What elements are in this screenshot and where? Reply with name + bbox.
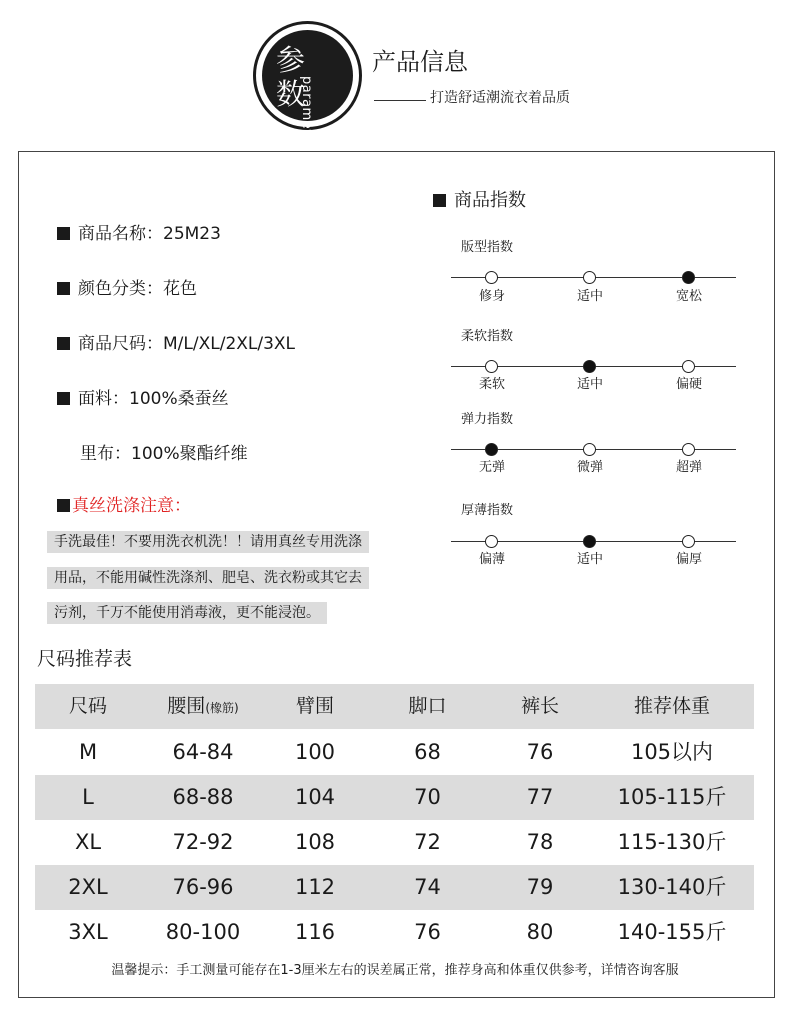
scale-label: 偏硬 [675,377,702,392]
scale-dot [682,535,695,548]
badge-char-1: 参 [276,43,306,77]
table-cell: 72 [414,830,441,854]
product-sizes: 商品尺码：M/L/XL/2XL/3XL [78,334,296,354]
scale-dot [583,271,596,284]
lining-row: 里布：100%聚酯纤维 [80,444,248,464]
table-cell: 79 [526,875,554,899]
table-cell: 108 [294,830,336,854]
table-cell: 105-115斤 [617,785,727,809]
scale-dot [485,360,498,373]
scale-label: 超弹 [675,460,702,475]
table-cell: 80-100 [165,920,241,944]
care-line: 手洗最佳！不要用洗衣机洗！！请用真丝专用洗涤 [47,531,369,553]
square-bullet-icon [57,282,70,295]
table-cell: 130-140斤 [617,875,727,899]
table-header-row [35,684,754,729]
page-subtitle: 打造舒适潮流衣着品质 [430,90,570,106]
header-weight: 推荐体重 [633,695,710,717]
scale-label: 修身 [478,289,505,304]
scale-dot [583,443,596,456]
table-cell: 72-92 [172,830,234,854]
scale-name: 弹力指数 [461,412,514,427]
scale-label: 适中 [576,289,603,304]
table-cell: 112 [294,875,336,899]
table-cell: 78 [526,830,554,854]
care-line: 污剂，千万不能使用消毒液，更不能浸泡。 [47,602,327,624]
scale-dot [485,443,498,456]
table-row [35,865,754,910]
table-cell: 68 [414,740,441,764]
table-row [35,730,754,775]
header-waist [141,684,265,729]
square-bullet-icon [57,499,70,512]
badge-circle [262,30,353,150]
care-title: 真丝洗涤注意： [72,496,191,516]
scale-dot [682,360,695,373]
scale-label: 无弹 [478,460,505,475]
table-cell: 104 [294,785,336,809]
scale-dot [583,360,596,373]
fabric: 面料：100%桑蚕丝 [78,389,229,409]
scale-name: 厚薄指数 [461,503,514,518]
table-row [35,910,754,955]
scale-label: 宽松 [675,289,702,304]
header-arm: 臂围 [295,695,334,717]
table-cell: 68-88 [172,785,234,809]
index-title-row [433,192,526,210]
square-bullet-icon [57,337,70,350]
square-bullet-icon [433,194,446,207]
parameter-badge [253,21,362,150]
table-cell: 76-96 [172,875,234,899]
table-cell: 3XL [68,920,108,944]
product-name: 商品名称：25M23 [78,224,221,244]
table-cell: 115-130斤 [617,830,727,854]
table-cell: 77 [526,785,554,809]
table-cell: 74 [414,875,441,899]
care-line: 用品，不能用碱性洗涤剂、肥皂、洗衣粉或其它去 [47,567,369,589]
table-cell: L [82,785,94,809]
header-waist-note: (橡筋) [205,701,239,715]
header-hem: 脚口 [408,695,447,717]
scale-dot [583,535,596,548]
table-cell: 76 [526,740,554,764]
scale-name: 版型指数 [461,240,514,255]
scale-label: 适中 [576,377,603,392]
table-cell: 70 [414,785,441,809]
product-name-row [57,226,221,243]
table-cell: 116 [294,920,336,944]
table-cell: 140-155斤 [617,920,727,944]
footnote: 温馨提示：手工测量可能存在1-3厘米左右的误差属正常，推荐身高和体重仅供参考，详情咨询客服 [111,963,679,978]
scale-label: 适中 [576,552,603,567]
scale-dot [485,535,498,548]
scale-dot [485,271,498,284]
scale-label: 微弹 [576,460,603,475]
table-cell: XL [74,830,102,854]
index-title: 商品指数 [454,190,526,211]
care-title-row [57,498,191,515]
page-title: 产品信息 [372,48,468,76]
header-length: 裤长 [520,695,559,717]
scale-label: 偏薄 [478,552,505,567]
table-cell: 64-84 [172,740,234,764]
table-cell: 80 [526,920,554,944]
square-bullet-icon [57,227,70,240]
badge-char-2: 数 [276,77,306,111]
table-cell: 76 [414,920,441,944]
badge-english-label: parameter [299,76,314,150]
table-row [35,820,754,865]
scale-name: 柔软指数 [461,329,514,344]
fabric-row [57,391,229,408]
size-table-title: 尺码推荐表 [37,648,133,670]
scale-dot [682,443,695,456]
subtitle-divider [374,100,426,101]
table-cell: 2XL [68,875,108,899]
table-row [35,775,754,820]
scale-dot [682,271,695,284]
square-bullet-icon [57,392,70,405]
header-size: 尺码 [68,695,107,717]
scale-label: 柔软 [478,377,505,392]
table-cell: M [78,740,98,764]
color-row [57,281,197,298]
scale-label: 偏厚 [675,552,702,567]
color-category: 颜色分类：花色 [78,279,197,299]
table-cell: 105以内 [630,740,714,764]
size-row [57,336,295,353]
table-cell: 100 [294,740,336,764]
header-waist-label: 腰围 [167,695,206,717]
